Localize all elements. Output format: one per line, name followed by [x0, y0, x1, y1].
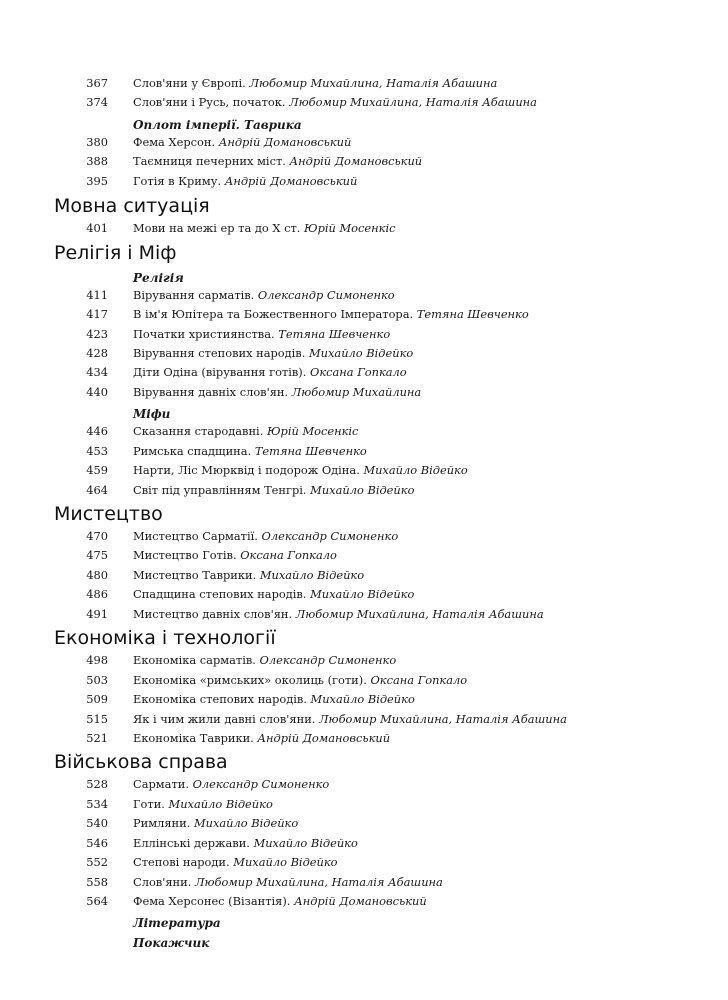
entry-text [133, 383, 421, 402]
entry-title: Фема Херсон. [133, 134, 216, 149]
section-heading: Мовна ситуація [54, 195, 210, 218]
page-number: 470 [86, 529, 108, 543]
entry-text [133, 873, 443, 892]
entry-title: Сказання стародавні. [133, 424, 264, 439]
page-number: 534 [86, 796, 108, 811]
toc-entry [0, 795, 728, 814]
toc-entry [0, 566, 728, 585]
entry-title: Мистецтво Сарматії. [133, 529, 258, 543]
entry-author: Михайло Відейко [310, 482, 415, 497]
entry-author: Олександр Симоненко [257, 287, 395, 302]
entry-text [133, 585, 414, 604]
page-number: 515 [86, 711, 108, 726]
page-number: 395 [86, 173, 108, 188]
toc-entry [0, 585, 728, 604]
entry-text [133, 286, 395, 305]
entry-title: Спадщина степових народів. [133, 587, 307, 602]
entry-text [133, 834, 358, 853]
entry-title: Римляни. [133, 816, 191, 831]
entry-title: Нарти, Ліс Мюрквід і подорож Одіна. [133, 463, 360, 478]
entry-author: Любомир Михайлина, Наталія Абашина [319, 711, 567, 726]
entry-author: Любомир Михайлина, Наталія Абашина [194, 874, 443, 889]
entry-author: Олександр Симоненко [261, 529, 399, 543]
entry-title: Фема Херсонес (Візантія). [133, 894, 291, 908]
entry-author: Любомир Михайлина [291, 384, 422, 399]
toc-entry [0, 422, 728, 441]
toc-entry [0, 651, 728, 670]
page-number: 558 [86, 874, 108, 889]
subsection-heading: Міфи [133, 407, 171, 422]
entry-title: Мистецтво Готів. [133, 548, 237, 563]
page-number: 401 [86, 221, 108, 236]
entry-text [133, 605, 544, 624]
toc-entry [0, 93, 728, 112]
toc-entry [0, 74, 728, 93]
entry-author: Михайло Відейко [308, 345, 414, 360]
entry-title: Сармати. [133, 777, 189, 792]
entry-text [133, 527, 398, 546]
entry-title: Вірування сарматів. [133, 287, 255, 302]
entry-text [133, 795, 273, 814]
entry-text [133, 690, 415, 709]
page-number: 434 [86, 365, 108, 380]
page-number: 388 [86, 154, 108, 169]
toc-entry [0, 546, 728, 565]
page-number: 480 [86, 567, 108, 582]
table-of-contents [0, 74, 728, 951]
entry-text [133, 671, 467, 690]
entry-text [133, 152, 422, 171]
entry-text [133, 325, 390, 344]
entry-text [133, 133, 351, 152]
toc-entry [0, 133, 728, 152]
page-number: 380 [86, 134, 108, 149]
entry-title: Римська спадщина. [133, 443, 252, 458]
toc-entry [0, 383, 728, 402]
entry-author: Михайло Відейко [168, 796, 273, 811]
entry-author: Оксана Гопкало [240, 548, 337, 563]
entry-author: Любомир Михайлина, Наталія Абашина [249, 76, 498, 90]
entry-author: Михайло Відейко [253, 835, 358, 850]
entry-title: Економіка степових народів. [133, 692, 307, 707]
entry-text [133, 481, 414, 500]
toc-entry [0, 834, 728, 853]
toc-entry [0, 892, 728, 911]
toc-entry [0, 325, 728, 344]
entry-text [133, 344, 413, 363]
subsection-heading: Релігія [133, 270, 184, 285]
entry-author: Михайло Відейко [310, 587, 415, 602]
entry-author: Оксана Гопкало [309, 365, 407, 380]
toc-entry [0, 690, 728, 709]
subsection-heading: Оплот імперії. Таврика [133, 117, 302, 132]
toc-entry [0, 853, 728, 872]
toc-entry [0, 710, 728, 729]
entry-author: Андрій Домановський [294, 894, 427, 908]
entry-author: Олександр Симоненко [192, 777, 330, 792]
entry-author: Андрій Домановський [257, 730, 391, 745]
entry-author: Тетяна Шевченко [278, 326, 391, 341]
entry-title: Слов'яни. [133, 874, 192, 889]
section-heading: Економіка і технології [54, 627, 276, 650]
toc-entry [0, 729, 728, 748]
entry-text [133, 305, 529, 324]
page-number: 459 [86, 463, 108, 478]
entry-author: Михайло Відейко [363, 463, 468, 478]
page-number: 498 [86, 653, 108, 668]
entry-title: Таємниця печерних міст. [133, 154, 286, 169]
page-number: 411 [86, 287, 108, 302]
toc-entry [0, 172, 728, 191]
toc-entry [0, 442, 728, 461]
entry-author: Михайло Відейко [310, 692, 415, 707]
page-number: 475 [86, 548, 108, 563]
entry-title: Вірування степових народів. [133, 345, 306, 360]
page-number: 564 [86, 894, 108, 908]
entry-author: Михайло Відейко [233, 855, 338, 870]
toc-entry [0, 219, 728, 238]
entry-title: Як і чим жили давні слов'яни. [133, 711, 316, 726]
page-number: 453 [86, 443, 108, 458]
entry-author: Михайло Відейко [259, 567, 365, 582]
toc-entry [0, 363, 728, 382]
entry-text [133, 892, 427, 911]
toc-entry [0, 814, 728, 833]
page-number: 464 [86, 482, 108, 497]
entry-title: Економіка «римських» околиць (готи). [133, 672, 367, 687]
entry-title: Економіка сарматів. [133, 653, 256, 668]
toc-entry [0, 605, 728, 624]
entry-text [133, 172, 357, 191]
entry-title: Діти Одіна (вірування готів). [133, 365, 307, 380]
toc-entry [0, 305, 728, 324]
page-number: 428 [86, 345, 108, 360]
entry-author: Андрій Домановський [218, 134, 352, 149]
entry-author: Любомир Михайлина, Наталія Абашина [295, 606, 544, 621]
entry-author: Михайло Відейко [193, 816, 299, 831]
page-number: 417 [86, 307, 108, 322]
entry-text [133, 775, 329, 794]
entry-text [133, 219, 395, 238]
page-number: 546 [86, 835, 108, 850]
entry-title: Степові народи. [133, 855, 230, 870]
entry-author: Андрій Домановський [289, 154, 423, 169]
entry-author: Юрій Мосенкіс [266, 424, 359, 439]
entry-author: Любомир Михайлина, Наталія Абашина [289, 95, 537, 110]
page-number: 509 [86, 692, 108, 707]
toc-entry [0, 461, 728, 480]
entry-title: Слов'яни і Русь, початок. [133, 95, 286, 110]
toc-entry [0, 344, 728, 363]
toc-entry [0, 481, 728, 500]
page-number: 503 [86, 672, 108, 687]
entry-text [133, 710, 567, 729]
entry-title: Готи. [133, 796, 165, 811]
entry-title: Мови на межі ер та до Х ст. [133, 221, 301, 236]
toc-entry [0, 671, 728, 690]
page-number: 491 [86, 606, 108, 621]
entry-text [133, 651, 396, 670]
section-heading: Військова справа [54, 751, 228, 774]
toc-entry [0, 286, 728, 305]
page-number: 446 [86, 424, 108, 439]
page-number: 367 [86, 76, 108, 90]
entry-text [133, 729, 390, 748]
entry-author: Олександр Симоненко [259, 653, 397, 668]
entry-text [133, 546, 337, 565]
entry-text [133, 461, 468, 480]
entry-title: Мистецтво Таврики. [133, 567, 257, 582]
toc-entry [0, 775, 728, 794]
entry-text [133, 442, 367, 461]
entry-title: Слов'яни у Європі. [133, 76, 246, 90]
entry-author: Тетяна Шевченко [254, 443, 367, 458]
entry-title: Готія в Криму. [133, 173, 222, 188]
section-heading: Релігія і Міф [54, 241, 177, 264]
toc-entry [0, 152, 728, 171]
page-number: 528 [86, 777, 108, 792]
entry-title: Мистецтво давніх слов'ян. [133, 606, 293, 621]
entry-text [133, 422, 358, 441]
page-number: 440 [86, 384, 108, 399]
page-number: 552 [86, 855, 108, 870]
entry-text [133, 74, 497, 93]
subsection-heading: Покажчик [133, 936, 210, 951]
entry-text [133, 566, 364, 585]
page-number: 374 [86, 95, 108, 110]
page-number: 521 [86, 730, 108, 745]
section-heading: Мистецтво [54, 503, 163, 525]
entry-title: Початки християнства. [133, 326, 275, 341]
toc-entry [0, 527, 728, 546]
page-number: 540 [86, 816, 108, 831]
entry-title: В ім'я Юпітера та Божественного Імператора. [133, 307, 414, 322]
entry-text [133, 814, 298, 833]
entry-author: Оксана Гопкало [370, 672, 468, 687]
entry-text [133, 853, 338, 872]
page-number: 423 [86, 326, 108, 341]
entry-text [133, 93, 537, 112]
entry-title: Вірування давніх слов'ян. [133, 384, 289, 399]
entry-author: Андрій Домановський [224, 173, 358, 188]
entry-title: Еллінські держави. [133, 835, 250, 850]
entry-title: Економіка Таврики. [133, 730, 254, 745]
toc-entry [0, 873, 728, 892]
page-number: 486 [86, 587, 108, 602]
subsection-heading: Література [133, 916, 221, 931]
entry-text [133, 363, 407, 382]
entry-author: Юрій Мосенкіс [304, 221, 396, 236]
entry-author: Тетяна Шевченко [416, 307, 529, 322]
entry-title: Світ під управлінням Тенгрі. [133, 482, 307, 497]
